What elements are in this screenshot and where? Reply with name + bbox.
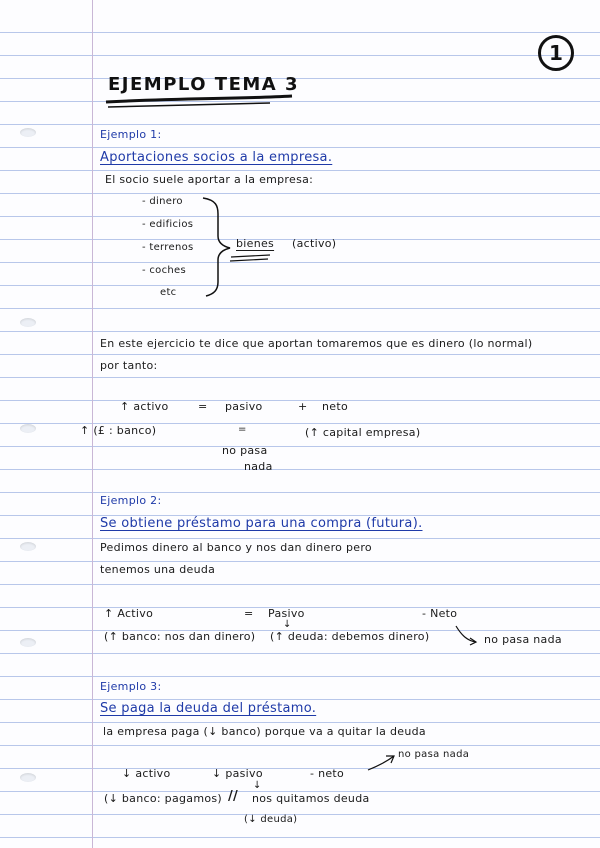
list-item: - dinero [142, 196, 183, 207]
ex2-equal: = [244, 607, 254, 620]
ex2-activo: ↑ Activo [104, 607, 154, 620]
activo-label: (activo) [292, 237, 337, 250]
eq-equal-2: = [238, 424, 247, 435]
eq-neto: neto [322, 400, 348, 413]
page-title: EJEMPLO TEMA 3 [108, 74, 299, 95]
eq-equal: = [198, 400, 208, 413]
example3-line1: la empresa paga (↓ banco) porque va a quitar la deuda [103, 725, 426, 738]
eq-bank: ↑ (£ : banco) [80, 424, 157, 437]
example3-heading: Ejemplo 3: [100, 680, 162, 693]
example2-line1: Pedimos dinero al banco y nos dan dinero pero [100, 541, 372, 554]
curly-brace [203, 198, 230, 296]
eq-pasivo: pasivo [225, 400, 263, 413]
ex3-no-pasa: no pasa nada [398, 749, 470, 760]
eq-activo: ↑ activo [120, 400, 169, 413]
example3-subtitle: Se paga la deuda del préstamo. [100, 701, 317, 716]
ex3-bank: (↓ banco: pagamos) [104, 792, 222, 805]
example2-line2: tenemos una deuda [100, 563, 216, 576]
ex2-bank: (↑ banco: nos dan dinero) [104, 630, 256, 643]
title-underline [106, 96, 292, 102]
ex3-activo: ↓ activo [122, 767, 171, 780]
example1-heading: Ejemplo 1: [100, 128, 162, 141]
eq-capital: (↑ capital empresa) [305, 426, 421, 439]
list-item: etc [160, 287, 177, 298]
ex3-separator: // [228, 789, 239, 804]
example2-heading: Ejemplo 2: [100, 494, 162, 507]
ex3-neto: - neto [310, 767, 345, 780]
no-pasa-line1: no pasa [222, 444, 268, 457]
example1-para1: En este ejercicio te dice que aportan tomaremos que es dinero (lo normal) [100, 337, 533, 350]
ex2-arrow-down: ↓ [283, 619, 292, 630]
eq-plus: + [298, 400, 308, 413]
example1-para2: por tanto: [100, 359, 158, 372]
ex2-no-pasa: no pasa nada [484, 633, 562, 646]
list-item: - edificios [142, 219, 194, 230]
ex3-arrow-down: ↓ [253, 780, 262, 791]
example2-subtitle: Se obtiene préstamo para una compra (futura). [100, 516, 423, 531]
list-item: - terrenos [142, 242, 194, 253]
ex2-pasivo: Pasivo [268, 607, 305, 620]
bienes-underline [231, 255, 270, 257]
ex2-deuda: (↑ deuda: debemos dinero) [270, 630, 430, 643]
title-underline [108, 103, 270, 107]
ex2-neto: - Neto [422, 607, 458, 620]
bienes-underline [230, 259, 268, 261]
ex3-deuda: (↓ deuda) [244, 814, 298, 825]
ex3-quita: nos quitamos deuda [252, 792, 370, 805]
example1-line1: El socio suele aportar a la empresa: [105, 173, 314, 186]
list-item: - coches [142, 265, 187, 276]
bienes-label: bienes [236, 237, 275, 250]
no-pasa-line2: nada [244, 460, 273, 473]
arrow-icon [368, 756, 394, 770]
example1-subtitle: Aportaciones socios a la empresa. [100, 150, 333, 165]
ex3-pasivo: ↓ pasivo [212, 767, 263, 780]
page-number: 1 [538, 35, 574, 71]
